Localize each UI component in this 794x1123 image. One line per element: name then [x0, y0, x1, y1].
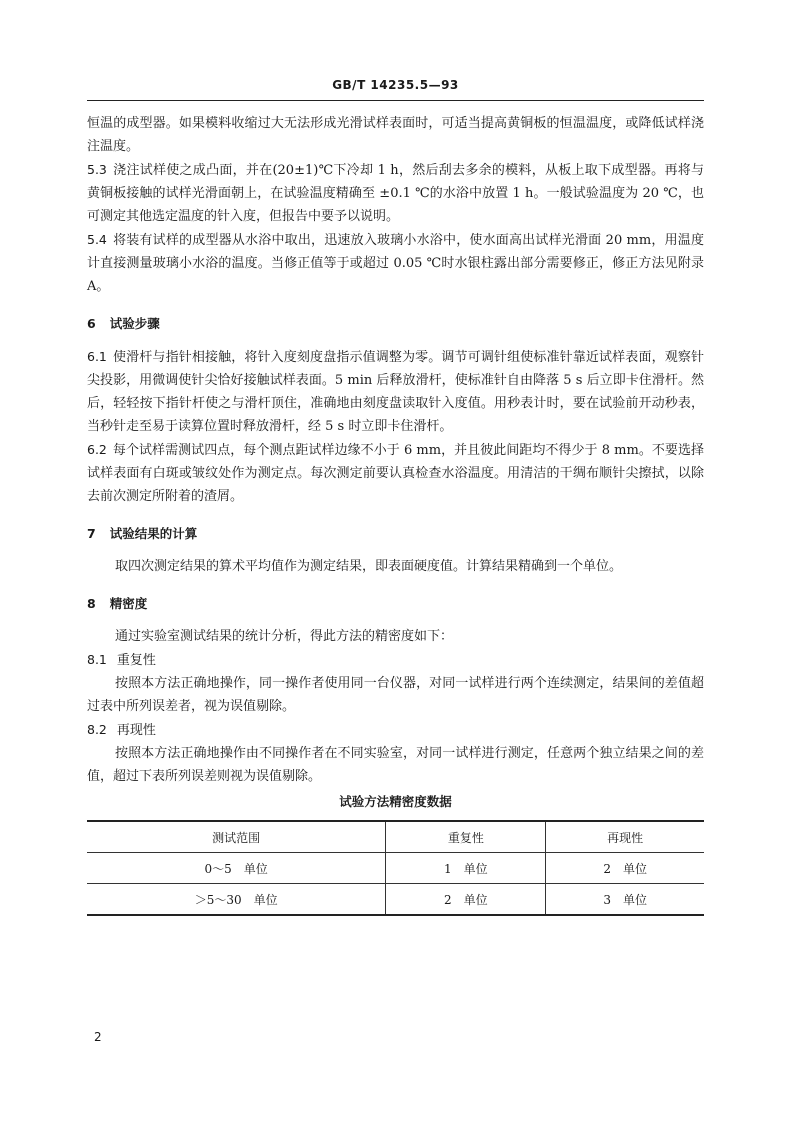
clause-text: 将装有试样的成型器从水浴中取出，迅速放入玻璃小水浴中，使水面高出试样光滑面 20 mm，用温度计直接测量玻璃小水浴的温度。当修正值等于或超过 0.05 ℃时水银柱露出部分需要修正，修正方法见附录 A。 — [87, 233, 704, 294]
clause-number: 5.3 — [87, 162, 107, 177]
column-header-reproducibility: 再现性 — [546, 821, 704, 853]
clause-8-1-heading — [87, 648, 704, 672]
clause-6-2 — [87, 438, 704, 508]
section-title: 试验结果的计算 — [109, 526, 198, 541]
clause-text: 每个试样需测试四点，每个测点距试样边缘不小于 6 mm，并且彼此间距均不得少于 8 mm。不要选择试样表面有白斑或皱纹处作为测定点。每次测定前要认真检查水浴温度。用清洁的干绸布顺针尖擦拭，以除去前次测定所附着的渣屑。 — [87, 443, 704, 504]
table-row — [87, 884, 704, 916]
clause-number: 8.2 — [87, 722, 107, 737]
page-number: 2 — [94, 1030, 102, 1044]
table-title: 试验方法精密度数据 — [339, 794, 452, 809]
table-cell: 1 单位 — [386, 853, 546, 884]
section-number: 6 — [87, 316, 96, 331]
precision-table — [87, 820, 704, 916]
page-content — [87, 112, 704, 916]
section-number: 8 — [87, 596, 96, 611]
section-number: 7 — [87, 526, 96, 541]
table-header-row — [87, 821, 704, 853]
clause-title: 重复性 — [116, 653, 156, 668]
section-7-heading — [87, 522, 704, 545]
clause-8-1-text: 按照本方法正确地操作，同一操作者使用同一台仪器，对同一试样进行两个连续测定，结果间的差值超过表中所列误差者，视为误值剔除。 — [87, 676, 704, 714]
standard-code-header: GB/T 14235.5—93 — [332, 78, 459, 92]
intro-paragraph: 恒温的成型器。如果模料收缩过大无法形成光滑试样表面时，可适当提高黄铜板的恒温温度，或降低试样浇注温度。 — [87, 116, 704, 154]
header-rule — [87, 100, 704, 101]
column-header-range: 测试范围 — [212, 830, 261, 845]
clause-5-4 — [87, 228, 704, 298]
table-cell: 3 单位 — [546, 884, 704, 916]
clause-text: 使滑杆与指针相接触，将针入度刻度盘指示值调整为零。调节可调针组使标准针靠近试样表面，观察针尖投影，用微调使针尖恰好接触试样表面。5 min 后释放滑杆，使标准针自由降落 5 s 后立即卡住滑杆。然后，轻轻按下指针杆使之与滑杆顶住，准确地由刻度盘读取针入度值。用秒表计时，要在试验前开动秒表，当秒针走至易于读算位置时释放滑杆，经 5 s 时立即卡住滑杆。 — [87, 350, 704, 434]
column-header-repeatability: 重复性 — [386, 821, 546, 853]
clause-number: 5.4 — [87, 232, 107, 247]
section-title: 精密度 — [109, 596, 148, 611]
section-7-text: 取四次测定结果的算术平均值作为测定结果，即表面硬度值。计算结果精确到一个单位。 — [115, 559, 623, 574]
section-8-heading — [87, 592, 704, 615]
table-cell: ＞5～30 单位 — [194, 892, 278, 907]
section-8-text: 通过实验室测试结果的统计分析，得此方法的精密度如下： — [115, 629, 454, 644]
clause-number: 8.1 — [87, 652, 107, 667]
clause-number: 6.1 — [87, 349, 107, 364]
clause-text: 浇注试样使之成凸面，并在(20±1)℃下冷却 1 h，然后刮去多余的模料，从板上取下成型器。再将与黄铜板接触的试样光滑面朝上，在试验温度精确至 ±0.1 ℃的水浴中放置 1 h。一般试验温度为 20 ℃，也可测定其他选定温度的针入度，但报告中要予以说明。 — [87, 163, 704, 224]
clause-5-3 — [87, 158, 704, 228]
table-cell: 2 单位 — [546, 853, 704, 884]
table-cell: 0～5 单位 — [204, 861, 268, 876]
table-row — [87, 853, 704, 884]
clause-8-2-heading — [87, 718, 704, 742]
section-title: 试验步骤 — [109, 316, 160, 331]
clause-title: 再现性 — [116, 723, 156, 738]
clause-6-1 — [87, 345, 704, 438]
clause-number: 6.2 — [87, 442, 107, 457]
section-6-heading — [87, 312, 704, 335]
clause-8-2-text: 按照本方法正确地操作由不同操作者在不同实验室，对同一试样进行测定，任意两个独立结果之间的差值，超过下表所列误差则视为误值剔除。 — [87, 746, 704, 784]
table-cell: 2 单位 — [386, 884, 546, 916]
